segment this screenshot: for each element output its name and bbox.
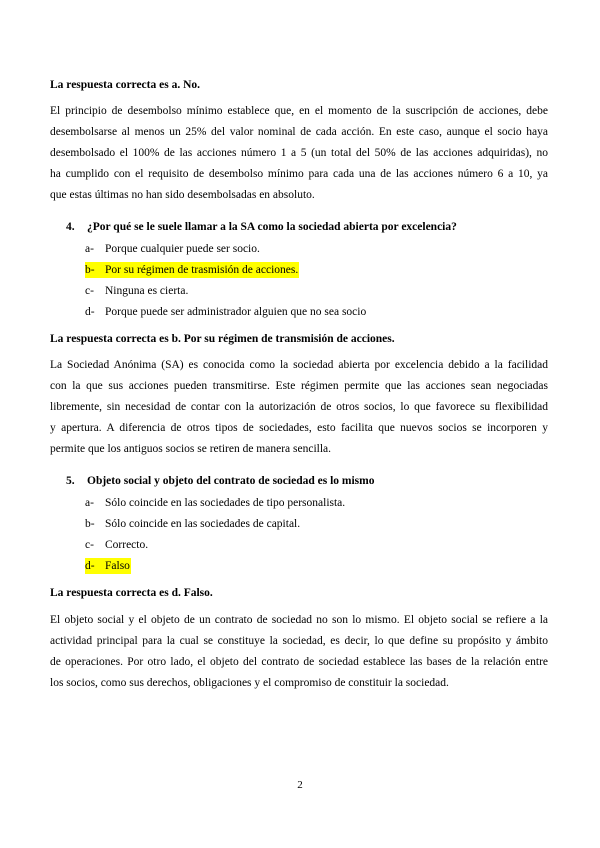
paragraph-line: El objeto social y el objeto de un contrato de sociedad no son lo mismo. El objeto social se refiere a la	[50, 614, 548, 626]
paragraph-line: los socios, como sus derechos, obligaciones y el compromiso de constituir la sociedad.	[50, 677, 449, 689]
paragraph-line: permite que los antiguos socios se retiren de manera sencilla.	[50, 443, 332, 455]
paragraph-line: El principio de desembolso mínimo establece que, en el momento de la suscripción de acciones, debe	[50, 105, 548, 117]
explanation-paragraph-3	[50, 610, 548, 694]
paragraph-line: actividad principal para la cual se constituye la sociedad, es decir, lo que define su propósito y ámbito	[50, 635, 548, 647]
option-text: Correcto.	[105, 539, 149, 551]
option-text: Porque cualquier puede ser socio.	[105, 243, 260, 255]
question-5-option-c	[85, 537, 148, 553]
option-letter: c-	[85, 539, 94, 551]
paragraph-line: libremente, sin necesidad de contar con la autorización de otros socios, lo que favorece su flexibilidad	[50, 401, 548, 413]
question-4-option-c	[85, 283, 188, 299]
option-letter: a-	[85, 497, 94, 509]
paragraph-line: ha cumplido con el requisito de desembolso mínimo para cada una de las acciones número 6 a 10, ya	[50, 168, 548, 180]
paragraph-line: que estas últimas no han sido desembolsadas en absoluto.	[50, 189, 315, 201]
question-5-option-d-highlighted	[85, 558, 131, 574]
paragraph-line: desembolsado el 100% de las acciones número 1 a 5 (un total del 50% de las acciones adquiridas), no	[50, 147, 548, 159]
question-4	[66, 221, 457, 233]
option-letter: d-	[85, 306, 95, 318]
question-5	[66, 475, 374, 487]
answer-heading-2: La respuesta correcta es b. Por su régimen de transmisión de acciones.	[50, 333, 395, 345]
question-4-option-a	[85, 241, 260, 257]
explanation-paragraph-1	[50, 101, 548, 206]
option-letter: b-	[85, 264, 95, 276]
question-number: 4.	[66, 221, 75, 233]
option-letter: b-	[85, 518, 95, 530]
option-letter: c-	[85, 285, 94, 297]
answer-heading-1: La respuesta correcta es a. No.	[50, 79, 200, 91]
option-text: Ninguna es cierta.	[105, 285, 189, 297]
answer-heading-3: La respuesta correcta es d. Falso.	[50, 587, 213, 599]
question-5-option-b	[85, 516, 300, 532]
option-letter: d-	[85, 560, 95, 572]
option-text: Por su régimen de trasmisión de acciones.	[105, 264, 299, 276]
option-text: Sólo coincide en las sociedades de tipo personalista.	[105, 497, 346, 509]
paragraph-line: desembolsarse al menos un 25% del valor nominal de cada acción. En este caso, aunque el socio haya	[50, 126, 548, 138]
option-text: Porque puede ser administrador alguien que no sea socio	[105, 306, 367, 318]
paragraph-line: y apertura. A diferencia de otros tipos de sociedades, esto facilita que nuevos socios se incorporen y	[50, 422, 548, 434]
paragraph-line: La Sociedad Anónima (SA) es conocida como la sociedad abierta por excelencia debido a la facilidad	[50, 359, 548, 371]
paragraph-line: de operaciones. Por otro lado, el objeto del contrato de sociedad establece las bases de la relación entre	[50, 656, 548, 668]
question-4-option-b-highlighted	[85, 262, 299, 278]
page-number: 2	[297, 779, 303, 791]
explanation-paragraph-2	[50, 355, 548, 460]
option-text: Sólo coincide en las sociedades de capital.	[105, 518, 301, 530]
question-5-option-a	[85, 495, 345, 511]
question-text: ¿Por qué se le suele llamar a la SA como la sociedad abierta por excelencia?	[87, 221, 457, 233]
question-number: 5.	[66, 475, 75, 487]
question-4-option-d	[85, 304, 366, 320]
paragraph-line: con la que sus acciones pueden transmitirse. Este régimen permite que las acciones sean negociadas	[50, 380, 548, 392]
question-text: Objeto social y objeto del contrato de sociedad es lo mismo	[87, 475, 375, 487]
option-letter: a-	[85, 243, 94, 255]
option-text: Falso	[105, 560, 130, 572]
